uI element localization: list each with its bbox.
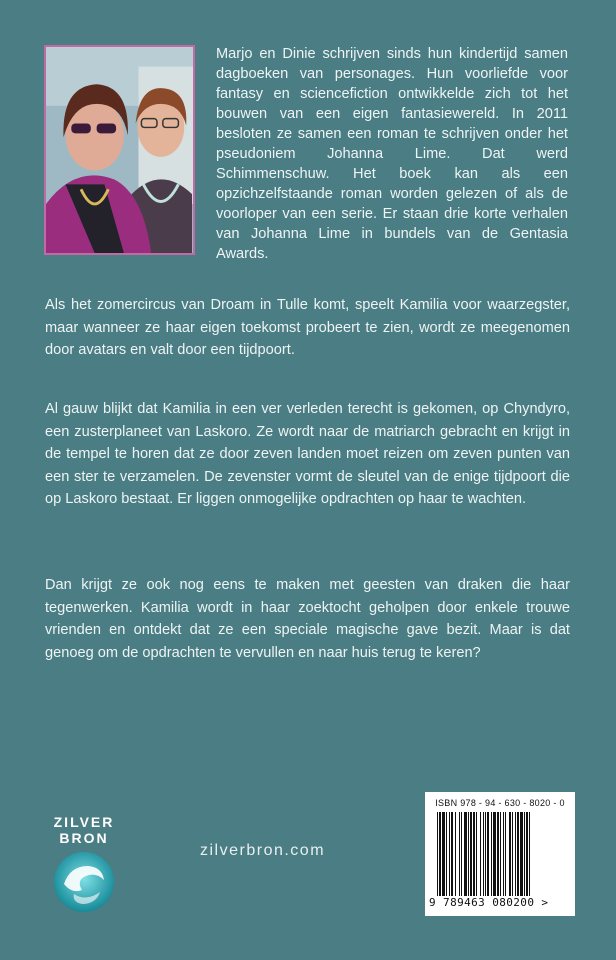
blurb-paragraph-2: Al gauw blijkt dat Kamilia in een ver verleden terecht is gekomen, op Chyndyro, een zusterplaneet van Laskoro. Ze wordt naar de matriarch gebracht en krijgt in de tempel te horen dat ze door zeven landen moet reizen om zeven punten van een ster te verzamelen. De zevenster vormt de sleutel van de enige tijdpoort die op Laskoro bestaat. Er liggen onmogelijke opdrachten op haar te wachten. — [45, 401, 570, 507]
author-bio: Marjo en Dinie schrijven sinds hun kindertijd samen dagboeken van personages. Hun voorliefde voor fantasy en sciencefiction ontwikkelde zich tot het bouwen van een eigen fantasiewereld. In 2011 besloten ze samen een roman te schrijven onder het pseudoniem Johanna Lime. Dat werd Schimmenschuw. Het boek kan als een opzichzelfstaande roman worden gelezen of als de voorloper van een serie. Er staan drie korte verhalen van Johanna Lime in bundels van de Gentasia Awards. — [216, 46, 568, 262]
barcode-bars — [437, 812, 563, 896]
isbn-barcode — [425, 792, 575, 916]
publisher-logo — [38, 814, 130, 914]
authors-image — [46, 47, 193, 253]
wave-logo-icon — [52, 850, 116, 914]
blurb-paragraph-3: Dan krijgt ze ook nog eens te maken met geesten van draken die haar tegenwerken. Kamilia wordt in haar zoektocht geholpen door enkele trouwe vrienden en ontdekt dat ze een speciale magische gave bezit. Maar is dat genoeg om de opdrachten te vervullen en naar huis terug te keren? — [45, 577, 570, 661]
publisher-website: zilverbron.com — [200, 842, 326, 859]
publisher-name-line2: BRON — [59, 830, 109, 846]
isbn-number: ISBN 978 - 94 - 630 - 8020 - 0 — [435, 798, 565, 808]
publisher-name-line1: ZILVER — [53, 814, 115, 830]
blurb-paragraph-1: Als het zomercircus van Droam in Tulle komt, speelt Kamilia voor waarzegster, maar wanneer ze haar eigen toekomst probeert te zien, wordt ze meegenomen door avatars en valt door een tijdpoort. — [45, 297, 570, 358]
barcode-digits: 9 789463 080200 > — [429, 896, 549, 909]
author-photo — [44, 45, 195, 255]
